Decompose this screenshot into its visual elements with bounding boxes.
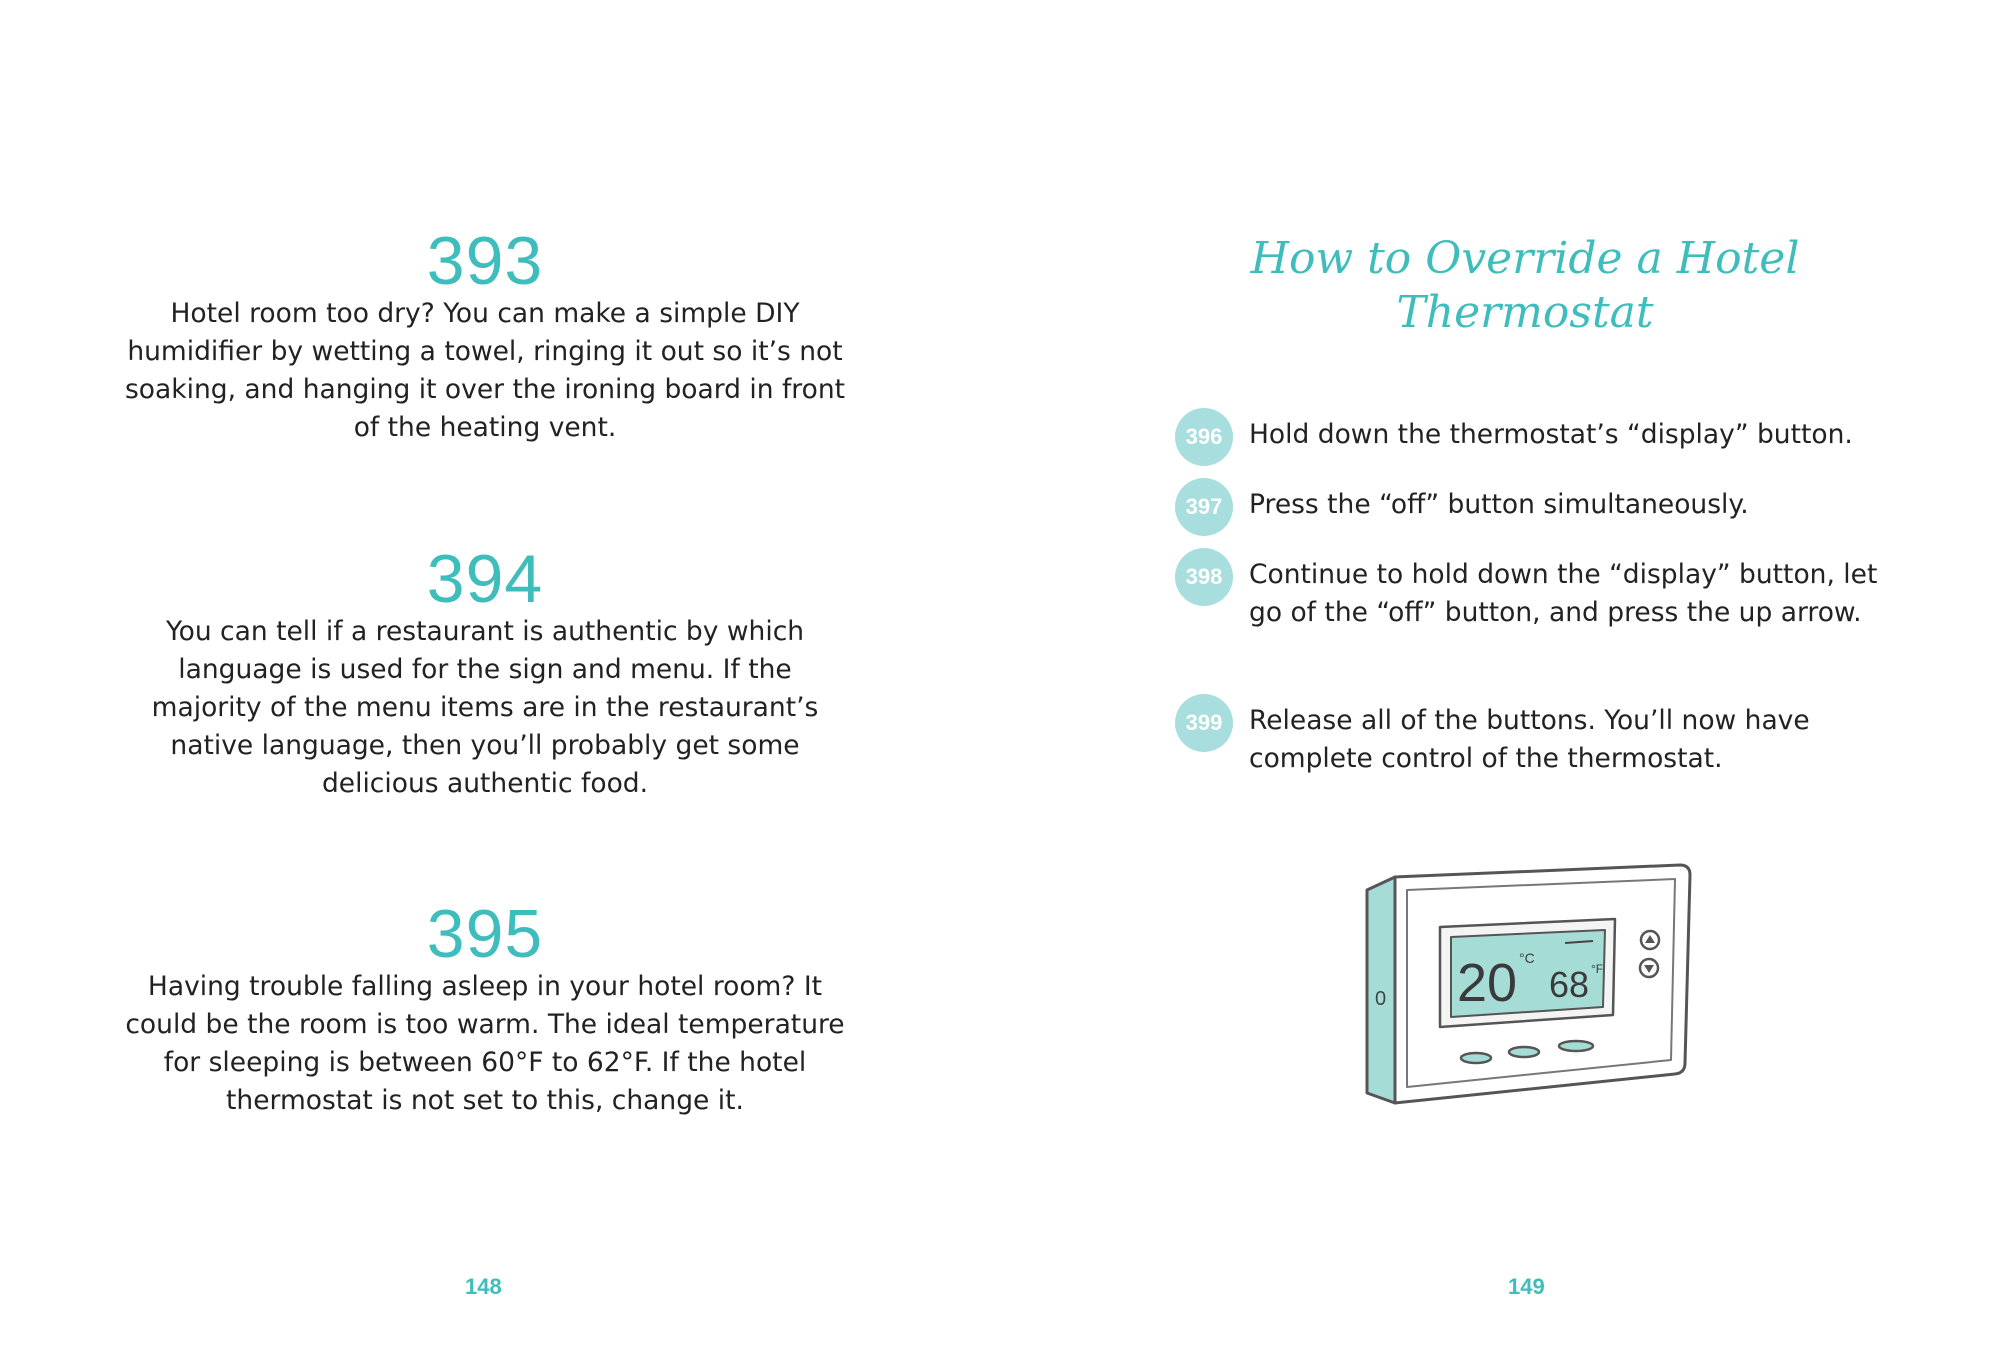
page-number-right: 149 bbox=[1508, 1274, 1545, 1299]
step-number-badge: 398 bbox=[1175, 548, 1233, 606]
fahrenheit-unit: °F bbox=[1591, 962, 1604, 976]
page-number-left: 148 bbox=[465, 1274, 502, 1299]
celsius-unit: °C bbox=[1519, 950, 1535, 966]
step-398 bbox=[1175, 556, 1915, 632]
tip-text: Having trouble falling asleep in your hotel room? It could be the room is too warm. The ideal temperature for sleeping is between 60°F to 62°F. If the hotel thermostat is not set to this, change it. bbox=[125, 971, 845, 1116]
step-397 bbox=[1175, 486, 1915, 536]
tip-number: 394 bbox=[426, 541, 544, 617]
tip-number: 393 bbox=[426, 223, 544, 299]
fahrenheit-readout: 68 bbox=[1549, 964, 1590, 1005]
down-arrow-button bbox=[1640, 959, 1658, 977]
tip-393 bbox=[120, 225, 850, 447]
step-number-badge: 397 bbox=[1175, 478, 1233, 536]
step-number-badge: 399 bbox=[1175, 694, 1233, 752]
tip-394 bbox=[120, 543, 850, 803]
step-text: Release all of the buttons. You’ll now have complete control of the thermostat. bbox=[1249, 705, 1810, 774]
left-page bbox=[0, 0, 970, 1363]
step-396 bbox=[1175, 416, 1915, 466]
oval-button-2 bbox=[1509, 1047, 1539, 1057]
step-text: Hold down the thermostat’s “display” button. bbox=[1249, 419, 1853, 450]
tip-number: 395 bbox=[426, 896, 544, 972]
thermostat-illustration bbox=[1355, 855, 1695, 1115]
step-text: Continue to hold down the “display” button, let go of the “off” button, and press the up arrow. bbox=[1249, 559, 1878, 628]
step-text: Press the “off” button simultaneously. bbox=[1249, 489, 1749, 520]
up-arrow-button bbox=[1641, 931, 1659, 949]
tip-text: Hotel room too dry? You can make a simple DIY humidifier by wetting a towel, ringing it out so it’s not soaking, and hanging it over the ironing board in front of the heating vent. bbox=[124, 298, 846, 443]
tip-text: You can tell if a restaurant is authentic by which language is used for the sign and menu. If the majority of the menu items are in the restaurant’s native language, then you’ll probably get some delicious authentic food. bbox=[151, 616, 819, 799]
celsius-readout: 20 bbox=[1457, 953, 1518, 1013]
step-399 bbox=[1175, 702, 1915, 778]
side-label: 0 bbox=[1375, 988, 1387, 1010]
right-page bbox=[1150, 0, 2000, 1363]
oval-button-3 bbox=[1559, 1041, 1593, 1051]
section-heading: How to Override a Hotel Thermostat bbox=[1250, 233, 1800, 338]
step-number-badge: 396 bbox=[1175, 408, 1233, 466]
oval-button-1 bbox=[1461, 1053, 1491, 1063]
tip-395 bbox=[120, 898, 850, 1120]
